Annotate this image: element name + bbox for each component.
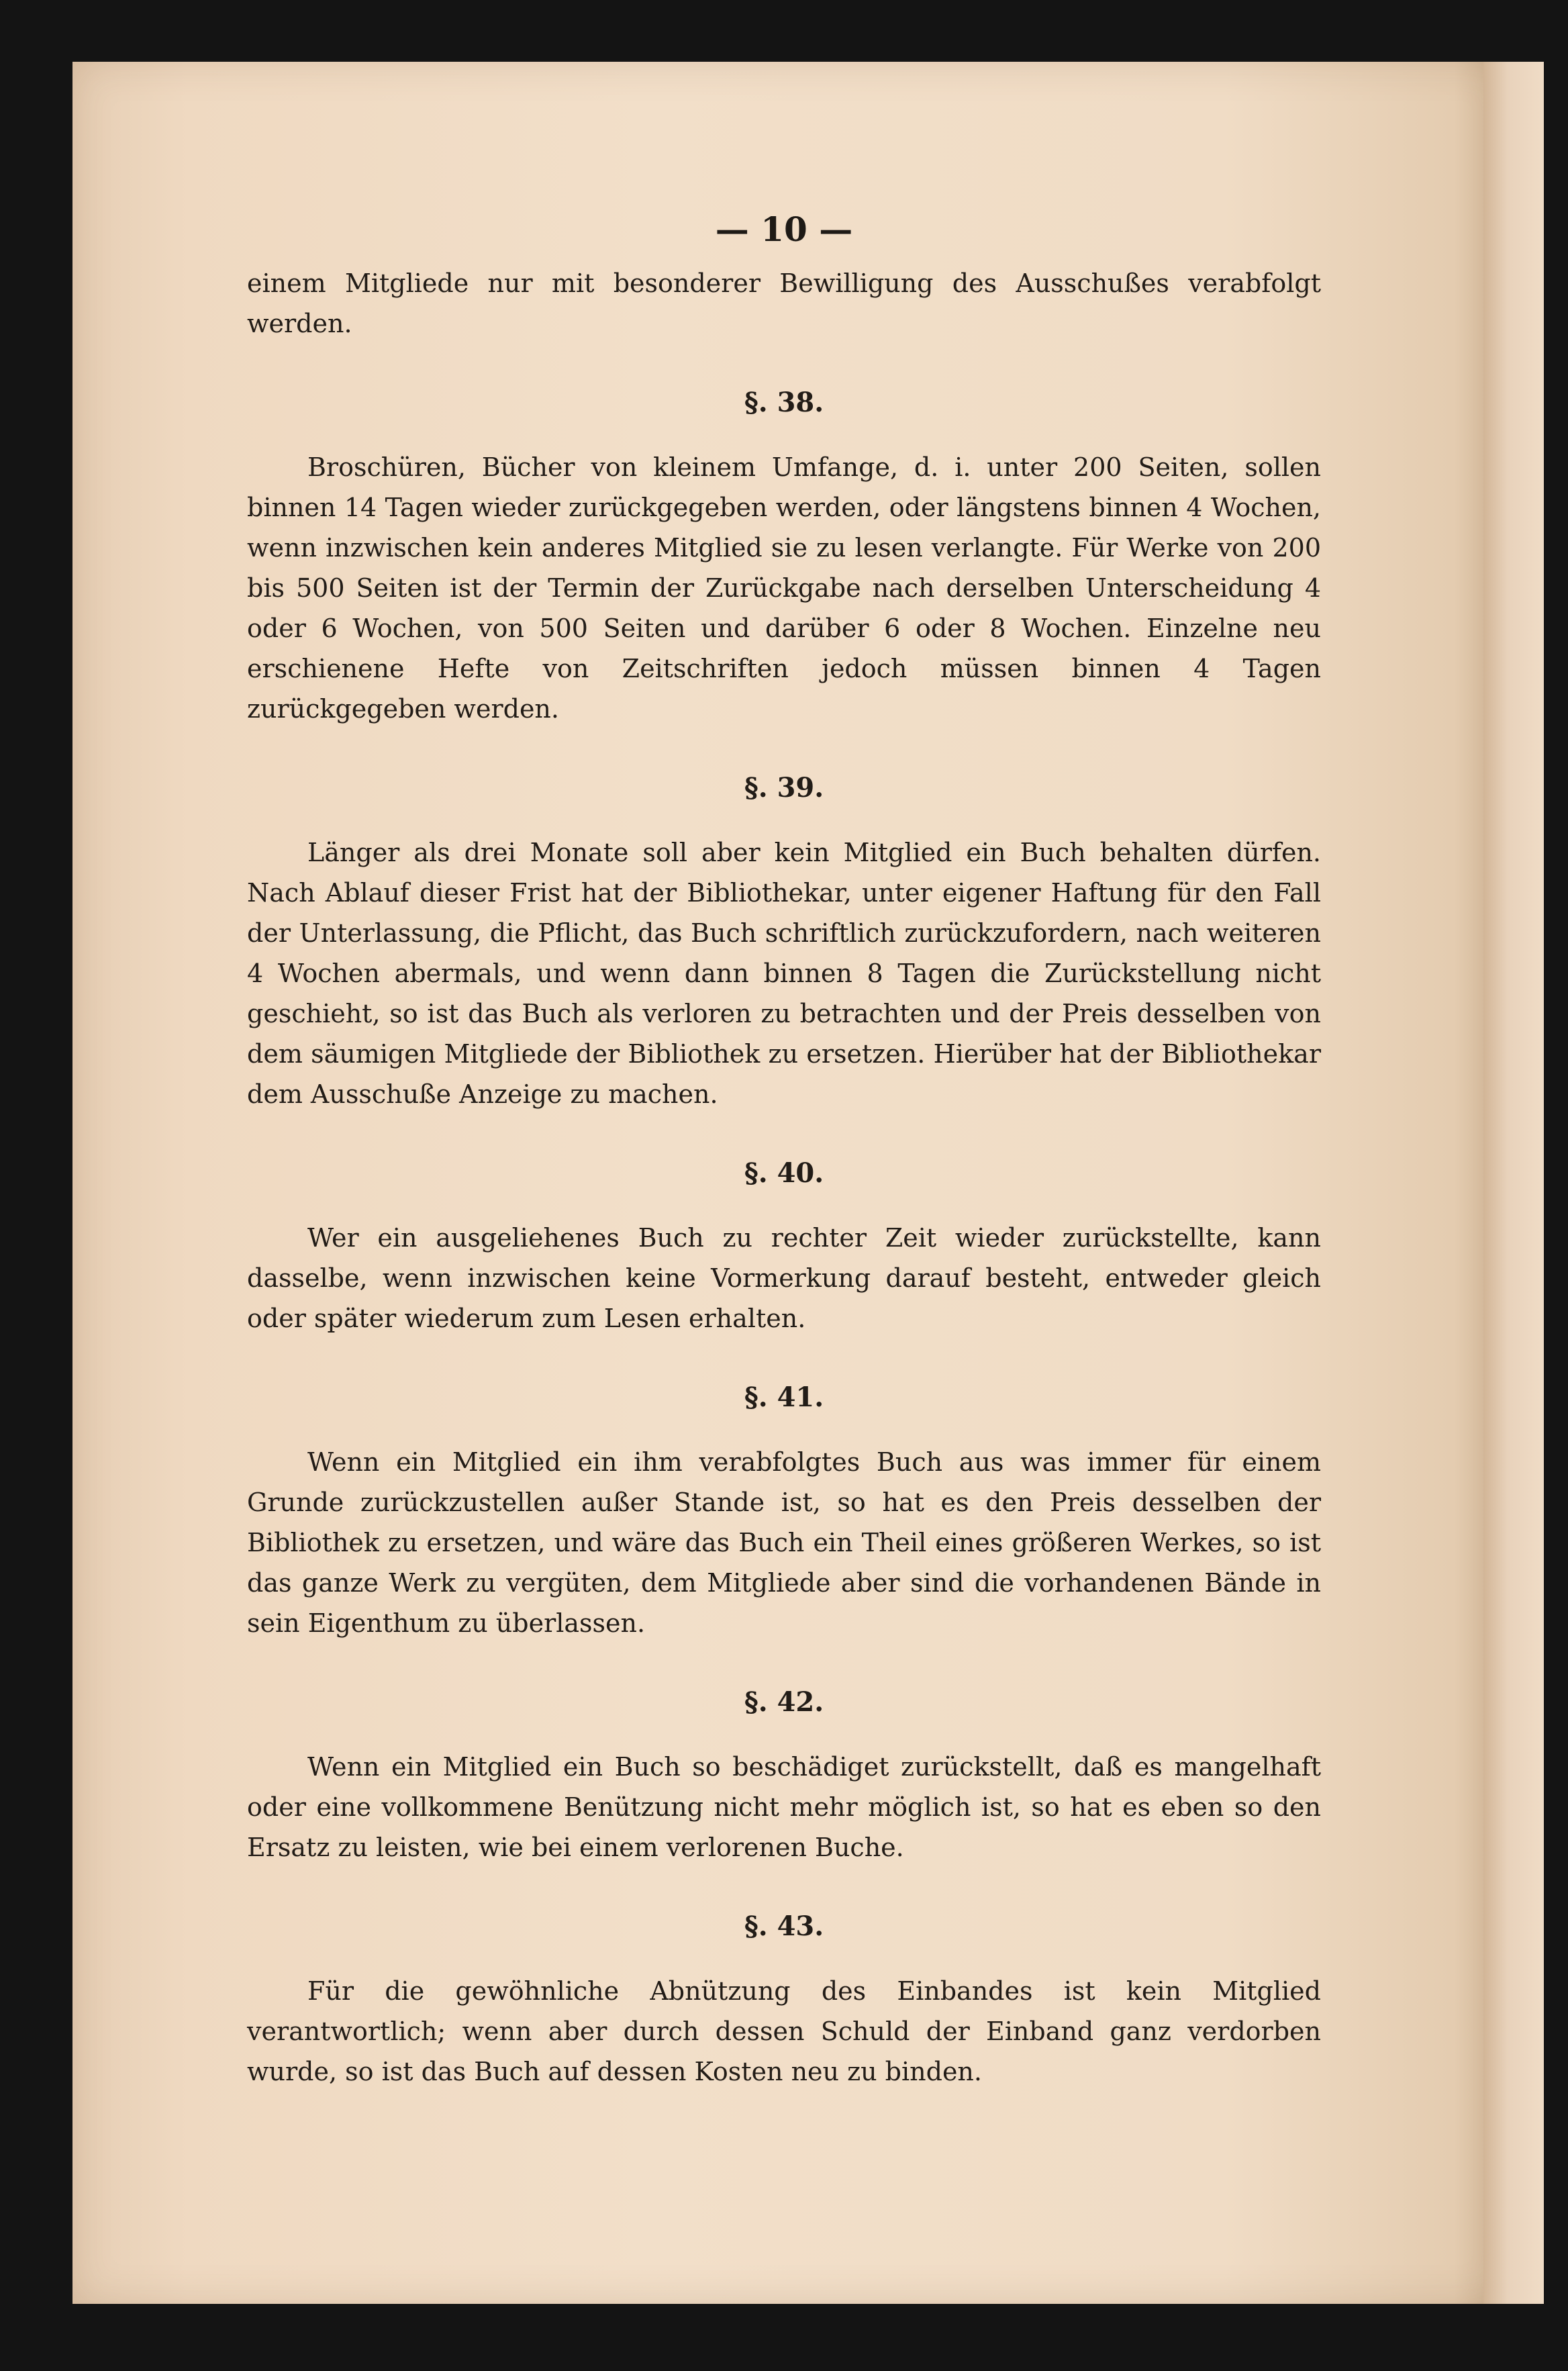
section-text-42: Wenn ein Mitglied ein Buch so beschädiget zurückstellt, daß es mangelhaft oder eine vollkommene Benützung nicht mehr möglich ist, so hat es eben so den Ersatz zu leisten, wie bei einem verlorenen Buche. (247, 1752, 1321, 1862)
section-text-43: Für die gewöhnliche Abnützung des Einbandes ist kein Mitglied verantwortlich; wenn aber durch dessen Schuld der Einband ganz verdorben wurde, so ist das Buch auf dessen Kosten neu zu binden. (247, 1976, 1321, 2086)
section-text-39: Länger als drei Monate soll aber kein Mitglied ein Buch behalten dürfen. Nach Ablauf dieser Frist hat der Bibliothekar, unter eigener Haftung für den Fall der Unterlassung, die Pflicht, das Buch schriftlich zurückzufordern, nach weiteren 4 Wochen abermals, und wenn dann binnen 8 Tagen die Zurückstellung nicht geschieht, so ist das Buch als verloren zu betrachten und der Preis desselben von dem säumigen Mitgliede der Bibliothek zu ersetzen. Hierüber hat der Bibliothekar dem Ausschuße Anzeige zu machen. (247, 838, 1321, 1109)
page-fold-edge (1483, 62, 1544, 2304)
page-number: — 10 — (715, 209, 853, 249)
section-text-41: Wenn ein Mitglied ein ihm verabfolgtes Buch aus was immer für einem Grunde zurückzustellen außer Stande ist, so hat es den Preis desselben der Bibliothek zu ersetzen, und wäre das Buch ein Theil eines größeren Werkes, so ist das ganze Werk zu vergüten, dem Mitgliede aber sind die vorhandenen Bände in sein Eigenthum zu überlassen. (247, 1447, 1321, 1638)
section-heading-39: §. 39. (744, 772, 824, 804)
section-heading-43: §. 43. (744, 1910, 824, 1942)
section-heading-41: §. 41. (744, 1382, 824, 1413)
section-text-40: Wer ein ausgeliehenes Buch zu rechter Zeit wieder zurückstellte, kann dasselbe, wenn inzwischen keine Vormerkung darauf besteht, entweder gleich oder später wiederum zum Lesen erhalten. (247, 1223, 1321, 1333)
text-block (247, 263, 1321, 2092)
section-heading-42: §. 42. (744, 1686, 824, 1718)
section-heading-38: §. 38. (744, 387, 824, 418)
section-heading-40: §. 40. (744, 1157, 824, 1189)
intro-paragraph: einem Mitgliede nur mit besonderer Bewilligung des Ausschußes verabfolgt werden. (247, 269, 1321, 338)
section-text-38: Broschüren, Bücher von kleinem Umfange, d. i. unter 200 Seiten, sollen binnen 14 Tagen wieder zurückgegeben werden, oder längstens binnen 4 Wochen, wenn inzwischen kein anderes Mitglied sie zu lesen verlangte. Für Werke von 200 bis 500 Seiten ist der Termin der Zurückgabe nach derselben Unterscheidung 4 oder 6 Wochen, von 500 Seiten und darüber 6 oder 8 Wochen. Einzelne neu erschienene Hefte von Zeitschriften jedoch müssen binnen 4 Tagen zurückgegeben werden. (247, 452, 1321, 724)
